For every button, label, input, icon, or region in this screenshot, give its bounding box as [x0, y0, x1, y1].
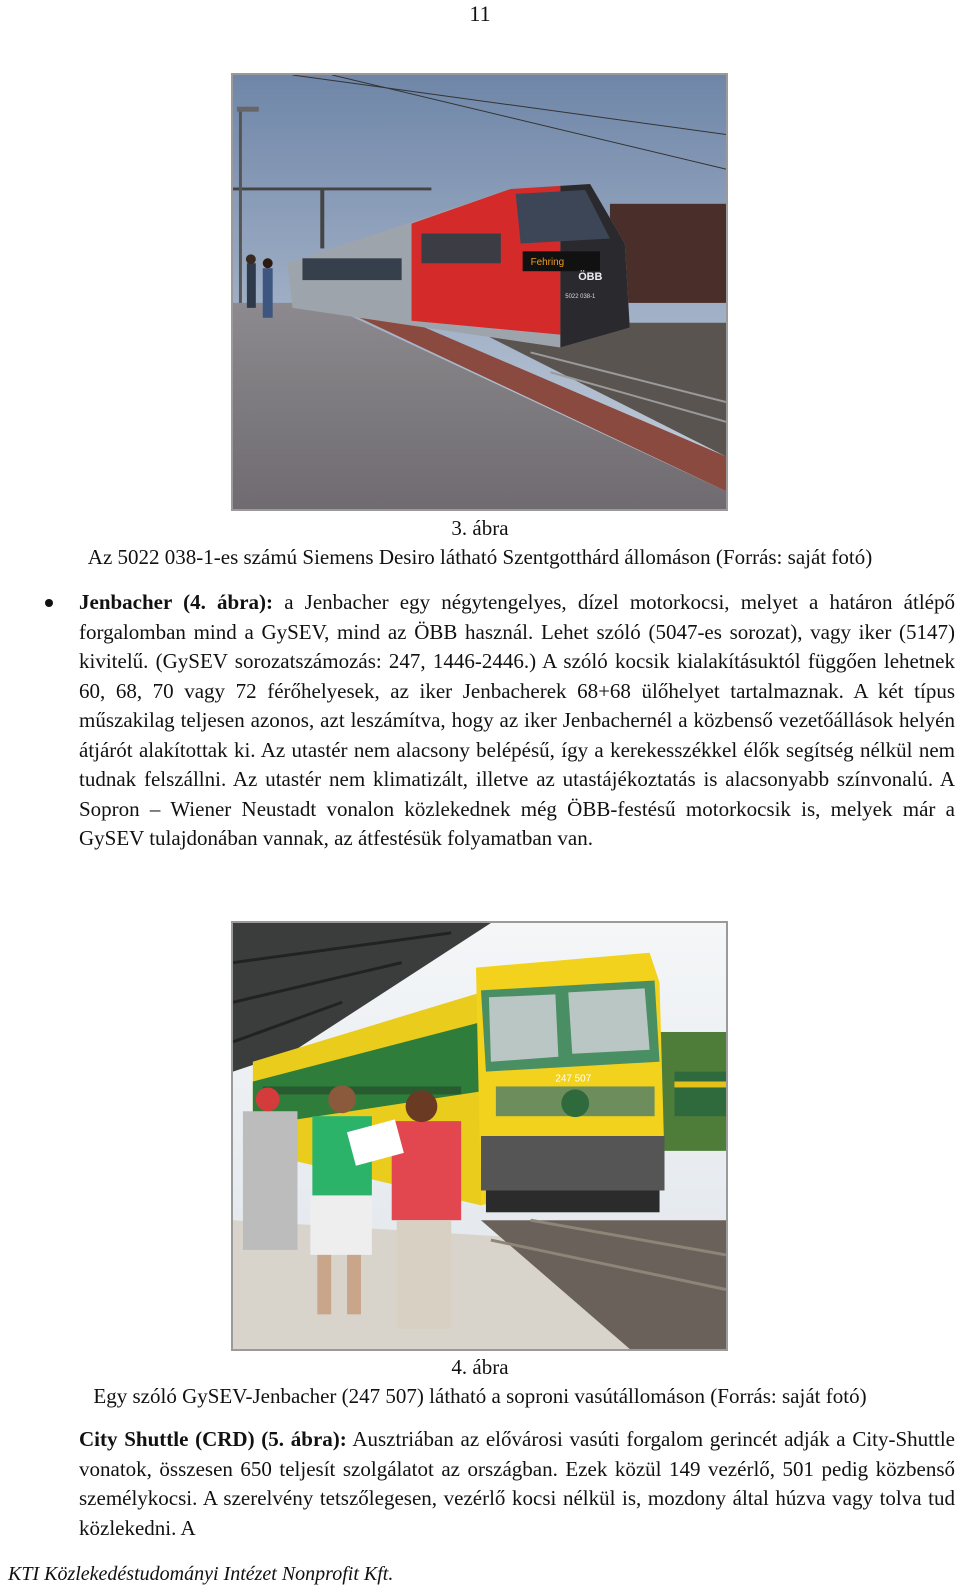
- figure-4-caption: Egy szóló GySEV-Jenbacher (247 507) látható a soproni vasútállomáson (Forrás: saját fotó): [93, 1384, 867, 1408]
- bullet-city-shuttle: [79, 1425, 955, 1549]
- bullet-city-shuttle-title: City Shuttle (CRD) (5. ábra):: [79, 1427, 347, 1451]
- figure-4-number: 4. ábra: [451, 1355, 509, 1379]
- page-footer: KTI Közlekedéstudományi Intézet Nonprofit Kft.: [8, 1563, 394, 1585]
- jenbacher-train-illustration: [233, 923, 726, 1349]
- figure-3-photo: [231, 73, 728, 511]
- bullet-city-shuttle-text: Ausztriában az elővárosi vasúti forgalom gerincét adják a City-Shuttle vonatok, összesen 650 teljesít szolgálatot az országban. Ezek közül 149 vezérlő, 501 pedig közbenső személykocsi. A szerelvény tetszőlegesen, vezérlő kocsi nélkül is, mozdony által húzva vagy tolva tud közlekedni. A: [79, 1427, 955, 1540]
- figure-3-caption: Az 5022 038-1-es számú Siemens Desiro látható Szentgotthárd állomáson (Forrás: saját fotó): [87, 545, 873, 569]
- train-number-plate: 5022 038-1: [565, 293, 596, 300]
- bullet-jenbacher-title: Jenbacher (4. ábra):: [79, 590, 274, 614]
- page-number: 11: [469, 1, 491, 26]
- bullet-jenbacher: [79, 588, 955, 854]
- desiro-train-illustration: [233, 75, 726, 509]
- train-logo: ÖBB: [578, 271, 603, 284]
- train-destination-sign: Fehring: [530, 257, 565, 269]
- figure-3-number: 3. ábra: [451, 516, 509, 540]
- bullet-jenbacher-text: a Jenbacher egy négytengelyes, dízel motorkocsi, melyet a határon átlépő forgalomban mind a GySEV, mind az ÖBB használ. Lehet szóló (5047-es sorozat), vagy iker (5147) kivitelű. (GySEV sorozatszámozás: 247, 1446-2446.) A szóló kocsik kialakításuktól függően lehetnek 60, 68, 70 vagy 72 férőhelyesek, az iker Jenbacherek 68+68 ülőhelyet tartalmaznak. A két típus műszakilag teljesen azonos, azt leszámítva, hogy az iker Jenbachernél a közbenső vezetőállások helyén átjárót alakítottak ki. Az utastér nem alacsony belépésű, így a kerekesszékkel élők segítség nélkül nem tudnak felszállni. Az utastér nem klimatizált, illetve az utastájékoztatás is alacsonyabb színvonalú. A Sopron – Wiener Neustadt vonalon közlekednek még ÖBB-festésű motorkocsik is, melyek már a GySEV tulajdonában vannak, az átfestésük folyamatban van.: [79, 590, 955, 850]
- train-number-label: 247 507: [555, 1073, 592, 1085]
- figure-4-photo: [231, 921, 728, 1351]
